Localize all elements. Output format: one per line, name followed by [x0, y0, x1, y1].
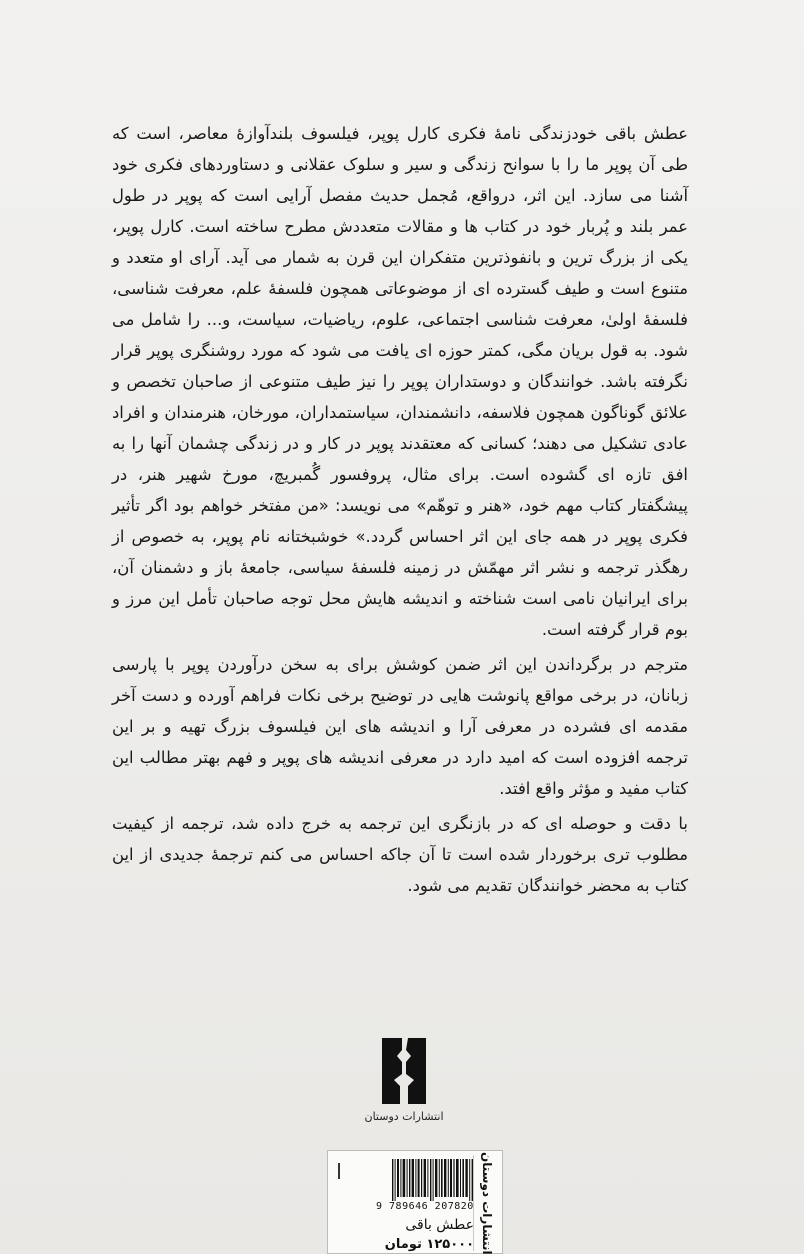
paragraph-translator: مترجم در برگرداندن این اثر ضمن کوشش برای به سخن درآوردن پوپر با پارسی زبانان، در برخی مواقع پانوشت هایی در توضیح برخی نکات فراهم آورده و دست آخر مقدمه ای فشرده در معرفی آرا و اندیشه های این فیلسوف بزرگ تهیه و بر این ترجمه افزوده است که امید دارد در معرفی اندیشه های پوپر و فهم بهتر مطالب این کتاب مفید و مؤثر واقع افتد.: [112, 655, 688, 798]
back-cover-text: [112, 118, 688, 901]
sticker-price: ۱۲۵۰۰۰ تومان: [384, 1237, 474, 1252]
publisher-logo-icon: [378, 1036, 430, 1106]
sticker-publisher-text: انتشارات دوستان: [480, 1151, 494, 1254]
paragraph-intro: عطش باقی خودزندگی نامهٔ فکری کارل پوپر، فیلسوف بلندآوازهٔ معاصر، است که طی آن پوپر ما را با سوانح زندگی و سیر و سلوک عقلانی و دستاوردهای فکری خود آشنا می سازد. این اثر، درواقع، مُجمل حدیث مفصل آرایی است که پوپر در طول عمر بلند و پُربار خود در کتاب ها و مقالات متعددش مطرح ساخته است. کارل پوپر، یکی از بزرگ ترین و بانفوذترین متفکران این قرن به شمار می آید. آرای او متعدد و متنوع است و طیف گسترده ای از موضوعاتی همچون فلسفهٔ علم، معرفت شناسی، فلسفهٔ اولیٰ، معرفت شناسی اجتماعی، علوم، ریاضیات، سیاست، و... را شامل می شود. به قول بریان مگی، کمتر حوزه ای یافت می شود که مورد روشنگری پوپر قرار نگرفته باشد. خوانندگان و دوستداران پوپر را نیز طیف متنوعی از صاحبان تخصص و علائق گوناگون همچون فلاسفه، دانشمندان، سیاستمداران، مورخان، هنرمندان و افراد عادی تشکیل می دهند؛ کسانی که معتقدند پوپر در کار و در زندگی چشمان آنها را به افق تازه ای گشوده است. برای مثال، پروفسور گُمبریچ، مورخ شهیر هنر، در پیشگفتار کتاب مهم خود، «هنر و توهّم» می نویسد: «من مفتخر خواهم بود اگر تأثیر فکری پوپر در همه جای این اثر احساس گردد.» خوشبختانه نام پوپر، به خصوص از رهگذر ترجمه و نشر اثر مهمّش در زمینه فلسفهٔ سیاسی، جامعهٔ باز و دشمنان آن، برای ایرانیان نامی است شناخته و اندیشه هایش محل توجه صاحبان تأمل این مرز و بوم قرار گرفته است.: [112, 124, 688, 639]
sticker-book-title: عطش باقی: [405, 1217, 474, 1233]
sticker-mark: [338, 1163, 340, 1179]
price-sticker: [327, 1150, 503, 1254]
isbn-number: 9 789646 207820: [376, 1201, 474, 1212]
paragraph-revision: با دقت و حوصله ای که در بازنگری این ترجمه به خرج داده شد، ترجمه از کیفیت مطلوب تری برخوردار شده است تا آن جاکه احساس می کنم ترجمهٔ جدیدی از این کتاب به محضر خوانندگان تقدیم می شود.: [112, 814, 688, 895]
publisher-name: انتشارات دوستان: [364, 1110, 444, 1123]
sticker-side-label: [473, 1151, 500, 1254]
barcode-icon: [392, 1159, 474, 1201]
